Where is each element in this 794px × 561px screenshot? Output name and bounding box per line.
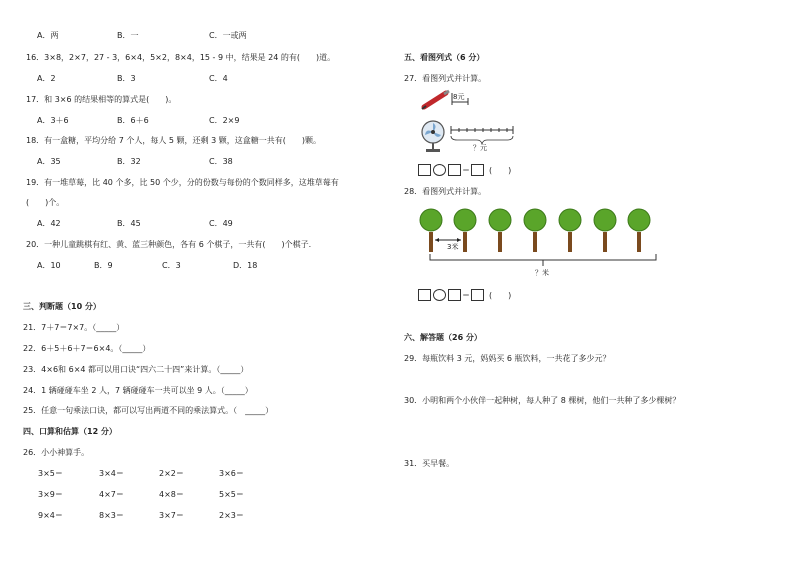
calc-item: 2×3＝ — [219, 511, 244, 520]
q24-text: 24．1 辆碰碰车坐 2 人，7 辆碰碰车一共可以坐 9 人。（_____） — [23, 386, 253, 395]
q20-option-b: B．9 — [94, 261, 113, 270]
q19-option-c: C．49 — [209, 219, 233, 228]
q30-text: 30．小明和两个小伙伴一起种树，每人种了 8 棵树，他们一共种了多少棵树？ — [404, 396, 681, 405]
tree-icon — [420, 209, 442, 252]
equals-sign: ＝ — [462, 291, 470, 300]
q23-text: 23．4×6和 6×4 都可以用口诀“四六二十四”来计算。（_____） — [23, 365, 249, 374]
operator-circle[interactable] — [433, 164, 446, 176]
total-money-label: ？元 — [473, 144, 487, 152]
calc-item: 3×4＝ — [99, 469, 124, 478]
q17-option-b: B．6＋6 — [117, 116, 149, 125]
q19-option-a: A．42 — [37, 219, 61, 228]
unit-parens: ( ) — [489, 291, 512, 300]
fan-icon — [418, 119, 448, 153]
operator-circle[interactable] — [433, 289, 446, 301]
pen-icon — [420, 89, 452, 111]
q20-text: 20．一种儿童跳棋有红、黄、蓝三种颜色，各有 6 个棋子，一共有( )个棋子. — [26, 240, 312, 249]
answer-box[interactable] — [471, 289, 484, 301]
tree-icon — [524, 209, 546, 252]
answer-box[interactable] — [448, 164, 461, 176]
q19-option-b: B．45 — [117, 219, 141, 228]
total-bracket — [428, 252, 660, 268]
q17-option-c: C．2×9 — [209, 116, 240, 125]
q15-option-b: B．一 — [117, 31, 139, 40]
answer-box[interactable] — [448, 289, 461, 301]
total-distance-label: ？米 — [535, 269, 549, 277]
calc-item: 3×9＝ — [38, 490, 63, 499]
answer-box[interactable] — [418, 164, 431, 176]
section-3-heading: 三、判断题（10 分） — [23, 302, 101, 311]
q20-option-a: A．10 — [37, 261, 61, 270]
q19-text-line2: ( )个。 — [26, 198, 65, 207]
calc-item: 3×7＝ — [159, 511, 184, 520]
gap-label: 3米 — [447, 243, 459, 251]
q18-option-a: A．35 — [37, 157, 61, 166]
answer-box[interactable] — [418, 289, 431, 301]
q18-option-b: B．32 — [117, 157, 141, 166]
q18-option-c: C．38 — [209, 157, 233, 166]
q20-option-c: C．3 — [162, 261, 181, 270]
section-6-heading: 六、解答题（26 分） — [404, 333, 482, 342]
q28-text: 28．看图列式并计算。 — [404, 187, 487, 196]
section-5-heading: 五、看图列式（6 分） — [404, 53, 485, 62]
calc-item: 5×5＝ — [219, 490, 244, 499]
price-label: 8元 — [453, 93, 465, 101]
q25-text: 25．任意一句乘法口诀，都可以写出两道不同的乘法算式。（ _____） — [23, 406, 274, 415]
q19-text-line1: 19．有一堆草莓，比 40 个多，比 50 个少，分的份数与每份的个数同样多，这堆草莓有 — [26, 178, 339, 187]
q16-text: 16．3×8，2×7，27 - 3，6×4，5×2，8×4，15 - 9 中，结果是 24 的有( )道。 — [26, 53, 336, 62]
q29-text: 29．每瓶饮料 3 元，妈妈买 6 瓶饮料，一共花了多少元？ — [404, 354, 611, 363]
q18-text: 18．有一盒糖，平均分给 7 个人，每人 5 颗，还剩 3 颗，这盒糖一共有( )颗。 — [26, 136, 321, 145]
calc-item: 3×5＝ — [38, 469, 63, 478]
q31-text: 31．买早餐。 — [404, 459, 455, 468]
calc-item: 4×7＝ — [99, 490, 124, 499]
q17-option-a: A．3＋6 — [37, 116, 69, 125]
calc-item: 3×6＝ — [219, 469, 244, 478]
q16-option-b: B．3 — [117, 74, 136, 83]
tree-icon — [628, 209, 650, 252]
calc-item: 2×2＝ — [159, 469, 184, 478]
section-4-heading: 四、口算和估算（12 分） — [23, 427, 117, 436]
calc-item: 8×3＝ — [99, 511, 124, 520]
answer-box[interactable] — [471, 164, 484, 176]
q27-text: 27．看图列式并计算。 — [404, 74, 487, 83]
q15-option-a: A．两 — [37, 31, 59, 40]
equals-sign: ＝ — [462, 166, 470, 175]
q22-text: 22．6＋5＋6＋7＝6×4。（_____） — [23, 344, 151, 353]
q15-option-c: C．一或两 — [209, 31, 247, 40]
q20-option-d: D．18 — [233, 261, 258, 270]
calc-item: 9×4＝ — [38, 511, 63, 520]
q26-text: 26．小小神算手。 — [23, 448, 90, 457]
q17-text: 17．和 3×6 的结果相等的算式是( )。 — [26, 95, 177, 104]
calc-item: 4×8＝ — [159, 490, 184, 499]
tree-icon — [559, 209, 581, 252]
q21-text: 21．7＋7＝7×7。（_____） — [23, 323, 125, 332]
q16-option-a: A．2 — [37, 74, 56, 83]
q16-option-c: C．4 — [209, 74, 228, 83]
tree-icon — [594, 209, 616, 252]
unit-parens: ( ) — [489, 166, 512, 175]
tree-icon — [489, 209, 511, 252]
